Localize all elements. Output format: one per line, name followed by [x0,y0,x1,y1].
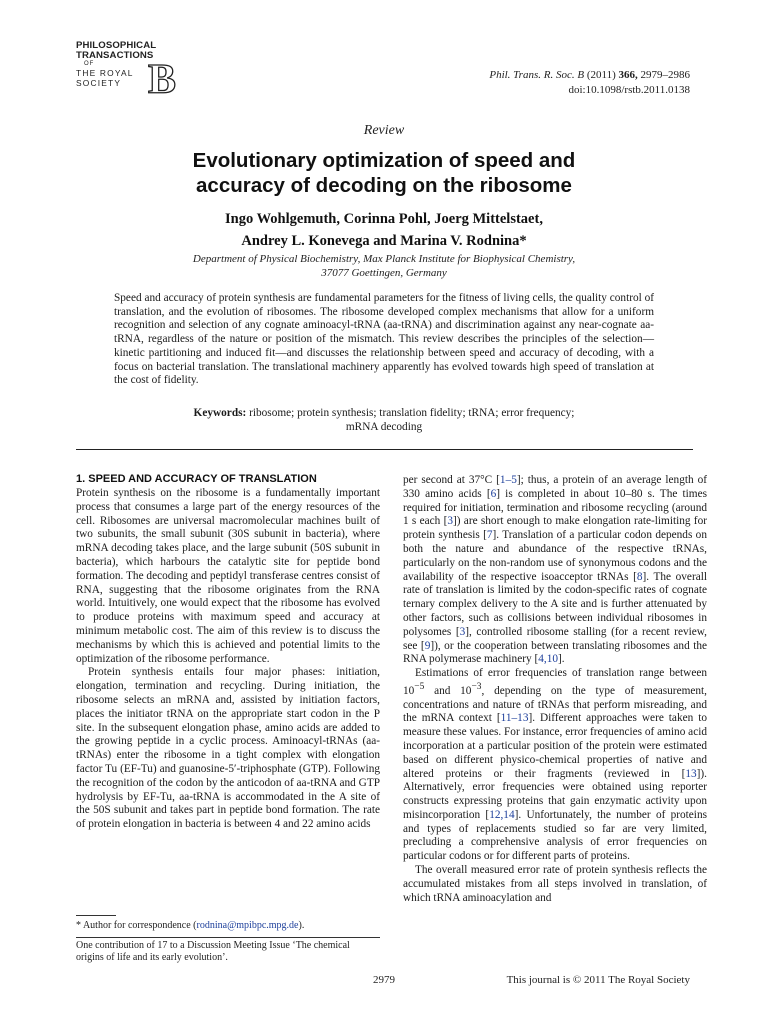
text: ]. Different approaches were taken to measure these values. For instance, error frequencies of amino acid incorporation at a particular position of the protein were estimated based on different physico-chemical properties of native and altered proteins or their fragments (reviewed in [ [403,712,707,780]
divider [76,449,693,450]
column-right [403,474,707,905]
section-heading: 1. SPEED AND ACCURACY OF TRANSLATION [76,473,317,485]
correspondence-footnote [76,920,380,932]
logo-line-2: TRANSACTIONS [76,50,154,61]
doi[interactable]: doi:10.1098/rstb.2011.0138 [568,84,690,96]
keywords-text-2: mRNA decoding [345,420,423,433]
ref-link[interactable]: 6 [490,487,497,500]
footnote-rule [76,915,116,916]
journal-name: Phil. Trans. R. Soc. B [489,69,585,81]
column-left [76,472,380,832]
keywords-text: ribosome; protein synthesis; translation fidelity; tRNA; error frequency; [249,407,575,419]
ref-link[interactable]: 7 [486,529,493,542]
logo-letter: B [148,57,177,103]
logo-of: OF [84,61,95,67]
paragraph: Protein synthesis entails four major phases: initiation, elongation, termination and recycling. During initiation, the ribosome selects an mRNA and, assisted by initiation factors, places the initiator tRNA on the appropriate start codon in the P site. In the subsequent elongation phase, amino acids are added to the growing peptide in a cyclic process. Aminoacyl-tRNAs (aa-tRNAs) enter the ribosome in a tight complex with elongation factor Tu (EF-Tu) and guanosine-5′-triphosphate (GTP). Following the recognition of the codon by the anticodon of aa-tRNA and GTP hydrolysis by EF-Tu, aa-tRNA is accommodated in the A site of the 50S subunit and takes part in peptide bond formation. The rate of protein elongation in bacteria is between 4 and 22 amino acids [76,666,381,831]
authors-line-2: Andrey L. Konevega and Marina V. Rodnina* [241,233,527,249]
citation-year: (2011) [586,69,616,81]
ref-link[interactable]: 1–5 [499,474,517,486]
text: ]), or the cooperation between translating ribosomes and the RNA polymerase machinery [ [403,639,708,666]
ref-link[interactable]: 8 [636,570,643,583]
text: and 10 [424,684,472,697]
logo-line-3: THE ROYAL [76,68,134,78]
citation [489,68,690,98]
ref-link[interactable]: 11–13 [500,712,529,725]
paragraph: The overall measured error rate of protein synthesis reflects the accumulated mistakes from all steps involved in translation, of which tRNA aminoacylation and [403,864,707,904]
text: ]; thus, a protein of an average length of 330 amino acids [ [403,474,707,500]
journal-logo [76,40,180,103]
keywords-label: Keywords: [193,407,247,419]
keywords [114,407,654,434]
ref-link[interactable]: 3 [459,625,466,638]
text: , depending on the type of measurement, concentrations and nature of tRNAs that perform misreading, and the mRNA context [ [403,684,707,725]
authors [0,208,768,252]
text: ] is completed in about 10–80 s. The times required for initiation, termination and ribosome recycling (around 1 s each [ [403,487,707,528]
page-number: 2979 [373,974,395,986]
article-title [0,148,768,198]
text: ]) are short enough to make elongation rate-limiting for protein synthesis [ [403,515,707,542]
text: ], controlled ribosome stalling (for a recent review, see [ [403,625,708,652]
exponent: −3 [471,681,482,692]
citation-volume: 366, [618,69,638,81]
text: ]). Alternatively, error frequencies were obtained using reporter constructs expressing proteins that gain enzymatic activity upon misincorporation [ [403,767,707,821]
citation-line [489,68,690,83]
affiliation-line-2: 37077 Goettingen, Germany [321,267,447,279]
contribution-note: One contribution of 17 to a Discussion Meeting Issue ‘The chemical origins of life and its early evolution’. [76,940,350,963]
paragraph [403,474,707,667]
logo-line-1: PHILOSOPHICAL [76,40,157,51]
footnote-text: ). [298,920,305,931]
affiliation [0,252,768,280]
paragraph [403,667,707,864]
copyright-note: This journal is © 2011 The Royal Society [506,974,690,986]
text: per second at 37°C [ [403,474,500,486]
footnote-text: * Author for correspondence ( [76,920,197,931]
affiliation-line-1: Department of Physical Biochemistry, Max Planck Institute for Biophysical Chemistry, [192,253,576,265]
title-line-2: accuracy of decoding on the ribosome [196,174,572,197]
title-line-1: Evolutionary optimization of speed and [192,149,576,172]
citation-pages: 2979–2986 [640,69,690,81]
text: Estimations of error frequencies of translation range between 10 [403,667,707,697]
logo-line-4: SOCIETY [76,78,122,88]
text: ]. [558,653,565,666]
text: ]. The overall rate of translation is limited by the codon-specific rates of cognate ternary complex delivery to the A site and is further attenuated by other factors, such as collisions between individual ribosomes in polysomes [ [403,570,707,638]
ref-link[interactable]: 3 [447,515,453,528]
exponent: −5 [414,681,425,692]
email-link[interactable]: rodnina@mpibpc.mpg.de [196,920,299,931]
article-type: Review [363,123,405,138]
paragraph: Protein synthesis on the ribosome is a fundamentally important process that consumes a large part of the energy resources of the cell. Ribosomes are universal macromolecular machines built of two subunits, the small subunit (30S subunit in bacteria), where mRNA decoding takes place, and the large subunit (50S subunit in bacteria), which harbours the catalytic site for peptide bond formation. The decoding and peptidyl transferase centres consist of RNA, suggesting that the ribosome originates from the RNA world. Intuitively, one would expect that the ribosome has evolved to produce proteins with maximum speed and accuracy at minimum metabolic cost. The aim of this review is to discuss the mechanisms by which this is achieved and potential limits to the optimization of the ribosome performance. [76,487,380,665]
authors-line-1: Ingo Wohlgemuth, Corinna Pohl, Joerg Mittelstaet, [225,211,543,227]
footnote-divider [76,937,380,938]
text: ]. Translation of a particular codon depends on both the nature and abundance of the respective tRNAs, particularly on the non-random use of synonymous codons and the availability of the respective isoacceptor tRNAs [ [403,529,707,583]
ref-link[interactable]: 9 [424,639,431,652]
ref-link[interactable]: 4,10 [538,653,558,666]
abstract: Speed and accuracy of protein synthesis are fundamental parameters for the fitness of living cells, the quality control of translation, and the evolution of ribosomes. The ribosome developed complex mechanisms that allow for a uniform recognition and selection of any cognate aminoacyl-tRNA (aa-tRNA) and discrimination against any near-cognate aa-tRNA, regardless of the nature or position of the mismatch. This review describes the principles of the selection—kinetic partitioning and induced fit—and discusses the relationship between speed and accuracy of decoding, with a focus on bacterial translation. The translational machinery apparently has evolved towards high speed of translation at the cost of fidelity. [114,292,654,387]
text: ]. Unfortunately, the number of proteins and types of replacements studied so far are very limited, precluding a comprehensive analysis of error frequencies on particular codons or for different parts of proteins. [403,808,707,863]
ref-link[interactable]: 13 [685,767,697,780]
ref-link[interactable]: 12,14 [489,808,515,821]
